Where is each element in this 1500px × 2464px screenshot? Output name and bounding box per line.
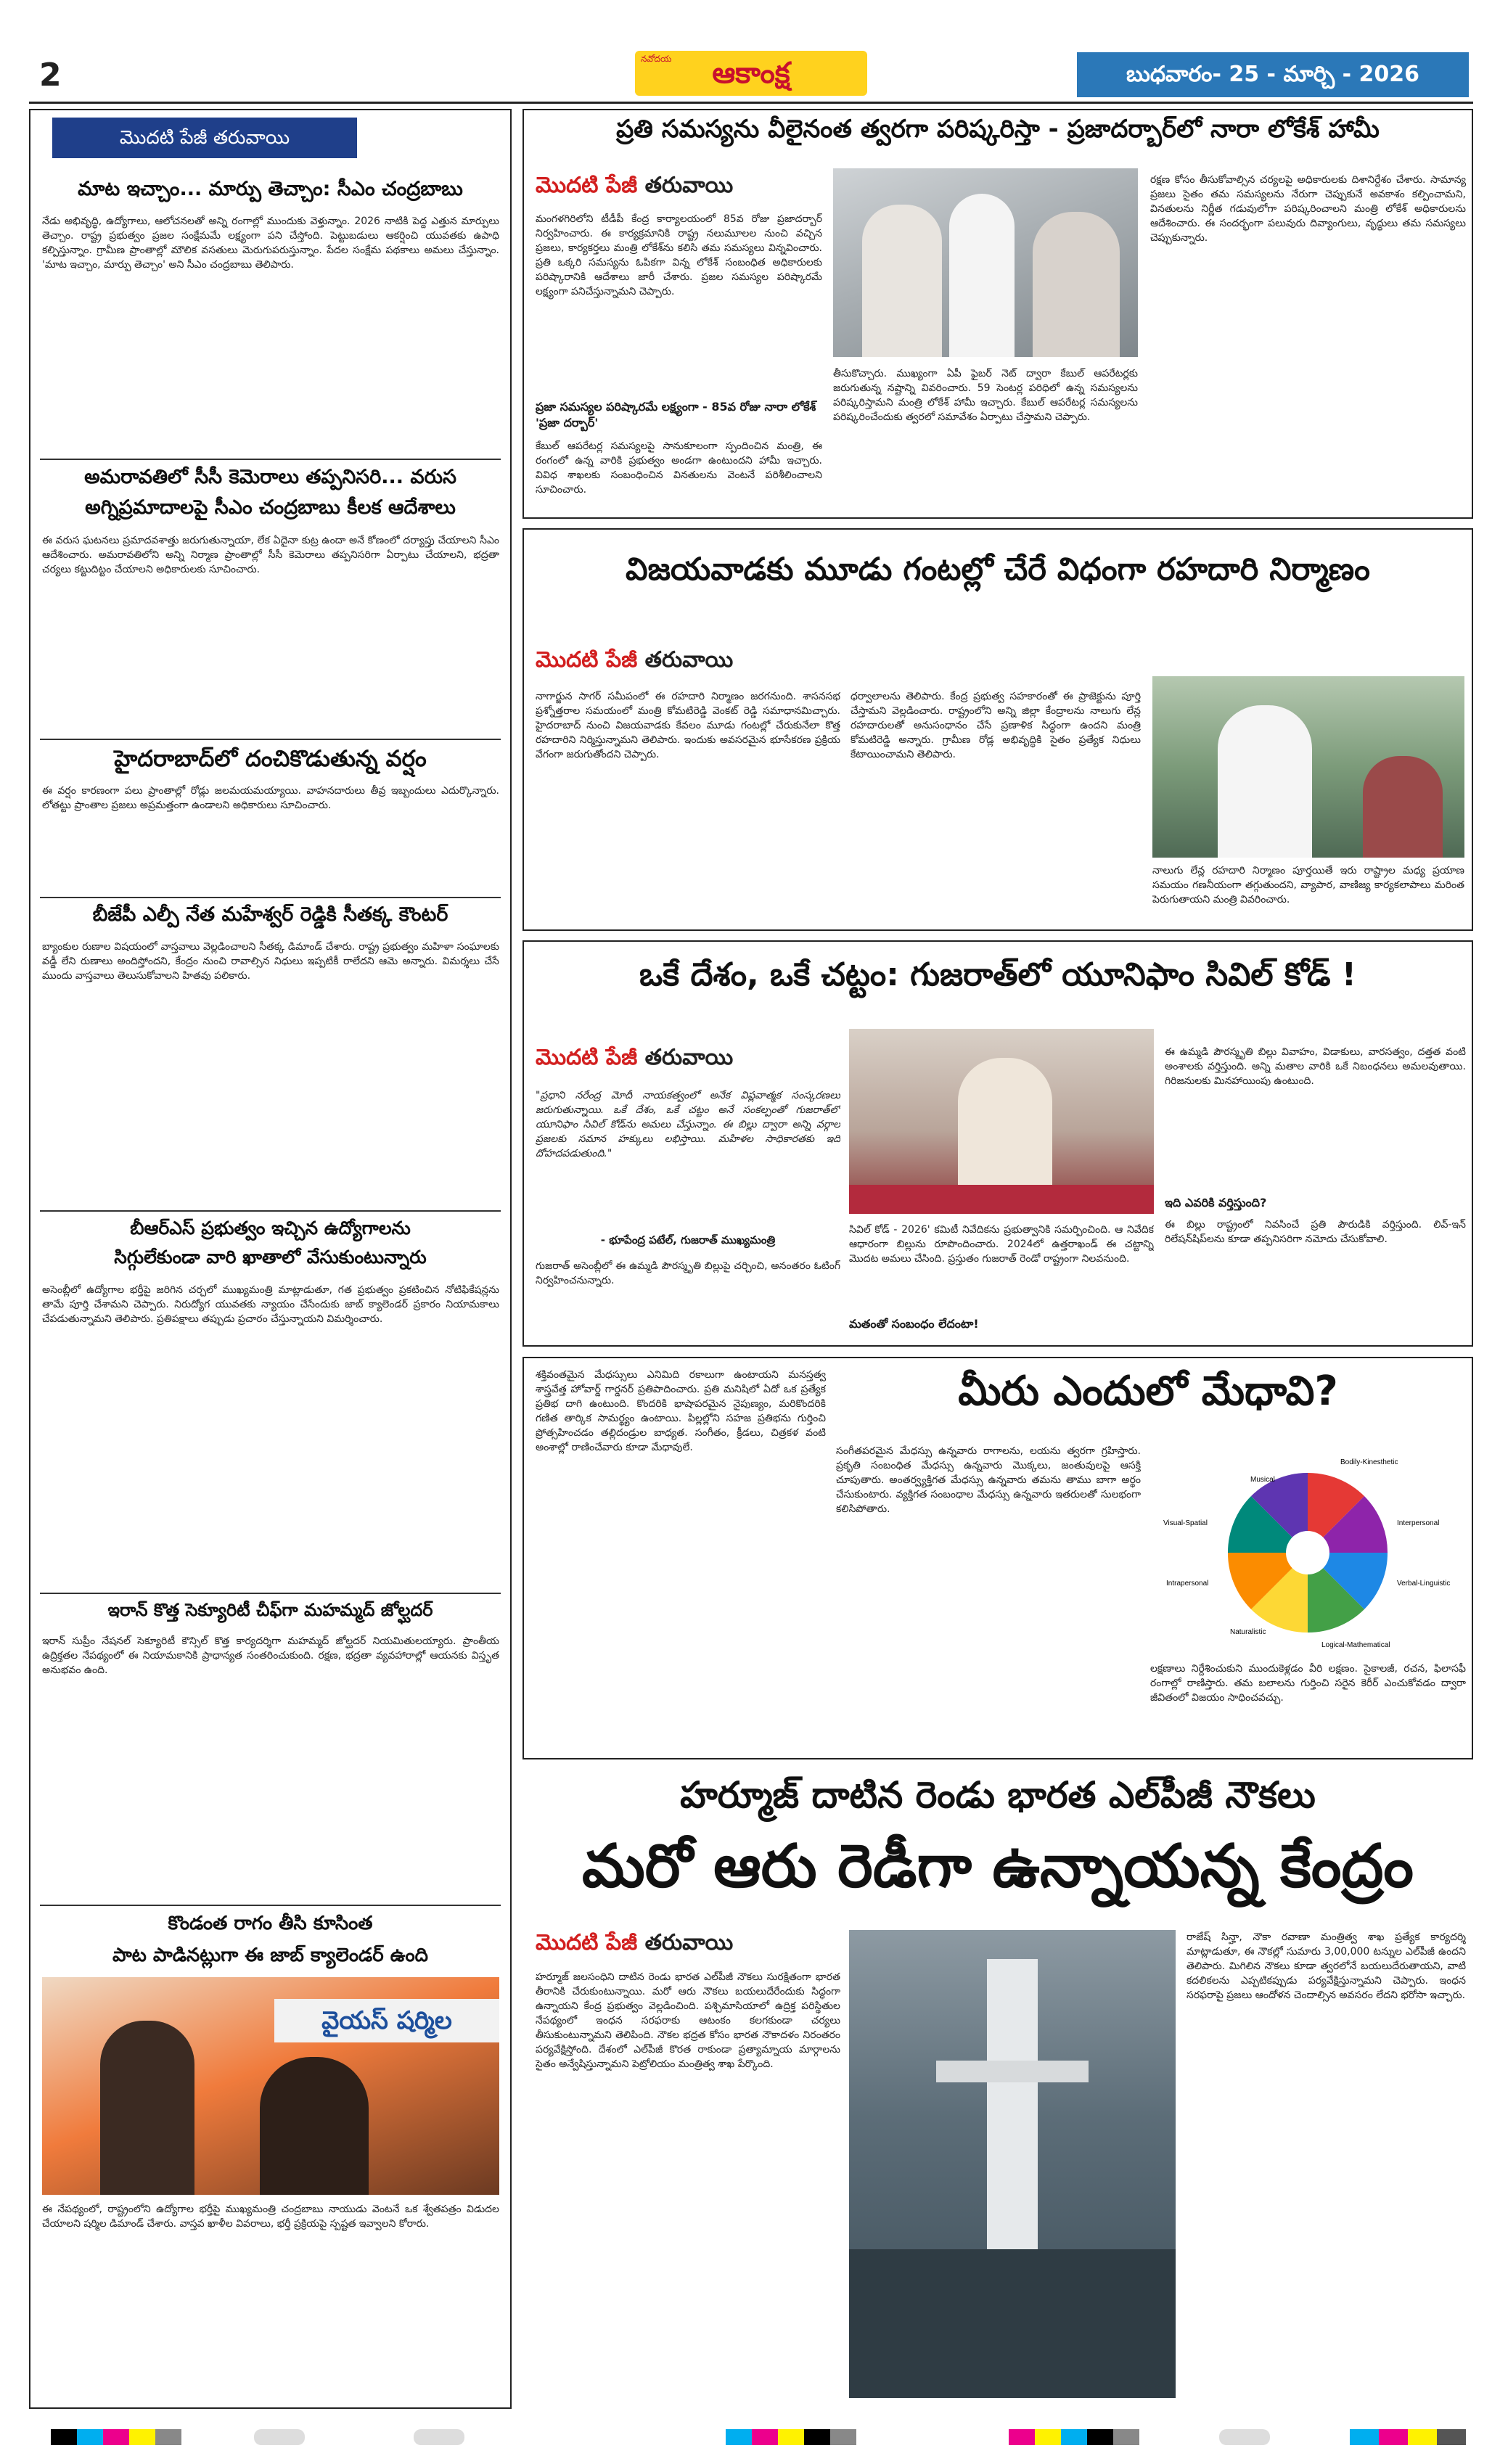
left-a4-body: బ్యాంకుల రుణాల విషయంలో వాస్తవాలు వెల్లడించాలని సీతక్క డిమాండ్ చేశారు. రాష్ట్ర ప్రభుత్వం మహిళా సంఘాలకు వడ్డీ లేని రుణాలు అందిస్తోందని, కేంద్రం నుంచి రావాల్సిన నిధులు ఇప్పటికీ రాలేదని ఆమె అన్నారు. విమర్శలు చేసే ముందు వాస్తవాలు తెలుసుకోవాలని హితవు పలికారు. xyxy=(42,941,499,982)
wheel-label: Visual-Spatial xyxy=(1163,1519,1208,1527)
s3-col2-subhead: మతంతో సంబంధం లేదంటా! xyxy=(849,1317,979,1331)
left-a7-body: ఈ నేపథ్యంలో, రాష్ట్రంలోని ఉద్యోగాల భర్తీపై ముఖ్యమంత్రి చంద్రబాబు నాయుడు వెంటనే ఒక శ్వేతపత్రం విడుదల చేయాలని షర్మిల డిమాండ్ చేశారు. వాస్తవ ఖాళీల వివరాలు, భర్తీ ప్రక్రియపై స్పష్టత ఇవ్వాలని కోరారు. xyxy=(42,2204,499,2230)
left-a4-headline[interactable]: బీజేపీ ఎల్పీ నేత మహేశ్వర్ రెడ్డికి సీతక్క కౌంటర్ xyxy=(92,903,448,926)
s3-continued-tag: మొదటి పేజీ తరువాయి xyxy=(536,1045,734,1070)
left-divider xyxy=(40,897,501,898)
s3-col3: ఈ ఉమ్మడి పౌరస్మృతి బిల్లు వివాహం, విడాకులు, వారసత్వం, దత్తత వంటి అంశాలకు వర్తిస్తుంది. అన్ని మతాల వారికి ఒకే నిబంధనలు అమలవుతాయి. గిరిజనులకు మినహాయింపు ఉంటుంది. xyxy=(1165,1046,1466,1087)
wheel-graphic xyxy=(1150,1444,1466,1654)
s5-col1: హర్మూజ్ జలసంధిని దాటిన రెండు భారత ఎల్‌పీజీ నౌకలు సురక్షితంగా భారత తీరానికి చేరుకుంటున్నాయి. మరో ఆరు నౌకలు బయలుదేరేందుకు సిద్ధంగా ఉన్నాయని కేంద్ర ప్రభుత్వం వెల్లడించింది. పశ్చిమాసియాలో ఉద్రిక్త పరిస్థితుల నేపథ్యంలో ఇంధన సరఫరాకు ఆటంకం కలగకుండా చర్యలు తీసుకుంటున్నామని తెలిపింది. నౌకల భద్రత కోసం భారత నౌకాదళం నిరంతరం పర్యవేక్షిస్తోంది. దేశంలో ఎల్‌పీజీ కొరత రాకుండా ప్రత్యామ్నాయ మార్గాలను సైతం అన్వేషిస్తున్నామని పెట్రోలియం మంత్రిత్వ శాఖ పేర్కొంది. xyxy=(536,1971,840,2070)
logo-small-text: నవోదయ xyxy=(641,54,672,64)
s3-col2: సివిల్ కోడ్ - 2026' కమిటీ నివేదికను ప్రభుత్వానికి సమర్పించింది. ఆ నివేదిక ఆధారంగా బిల్లును రూపొందించారు. 2024లో ఉత్తరాఖండ్ ఈ చట్టాన్ని మొదట అమలు చేసింది. ప్రస్తుతం గుజరాత్ రెండో రాష్ట్రంగా నిలవనుంది. xyxy=(849,1224,1154,1265)
s1-col3: రక్షణ కోసం తీసుకోవాల్సిన చర్యలపై అధికారులకు దిశానిర్దేశం చేశారు. సామాన్య ప్రజలు సైతం తమ సమస్యలను నేరుగా చెప్పుకునే అవకాశం కల్పించామని, వినతులను నిర్ణీత గడువులోగా పరిష్కరించాలని మంత్రి లోకేశ్ అధికారులను ఆదేశించారు. ఈ సందర్భంగా పలువురు దివ్యాంగులు, వృద్ధులు తమ సమస్యలు చెప్పుకున్నారు. xyxy=(1150,174,1466,244)
s1-col1b: కేబుల్ ఆపరేటర్ల సమస్యలపై సానుకూలంగా స్పందించిన మంత్రి, ఈ రంగంలో ఉన్న వారికి ప్రభుత్వం అండగా ఉంటుందని హామీ ఇచ్చారు. వివిధ శాఖలకు సంబంధించిన వినతులను వెంటనే పరిశీలించాలని సూచించారు. xyxy=(536,440,822,496)
left-a3-body: ఈ వర్షం కారణంగా పలు ప్రాంతాల్లో రోడ్లు జలమయమయ్యాయి. వాహనదారులు తీవ్ర ఇబ్బందులు ఎదుర్కొన్నారు. లోతట్టు ప్రాంతాల ప్రజలు అప్రమత్తంగా ఉండాలని అధికారులు సూచించారు. xyxy=(42,785,499,811)
s3-headline[interactable]: ఒకే దేశం, ఒకే చట్టం: గుజరాత్‌లో యూనిఫాం సివిల్ కోడ్ ! xyxy=(639,956,1356,993)
sharmila-photo xyxy=(42,1977,499,2195)
photo-banner: వైయస్ షర్మిల xyxy=(274,1999,499,2042)
lpg-ship-photo xyxy=(849,1930,1176,2398)
left-a7-headline-1[interactable]: కొండంత రాగం తీసి కూసింత xyxy=(168,1913,373,1934)
wheel-label: Intrapersonal xyxy=(1166,1580,1209,1588)
wheel-label: Interpersonal xyxy=(1397,1519,1440,1527)
left-a2-body: ఈ వరుస ఘటనలు ప్రమాదవశాత్తు జరుగుతున్నాయా, లేక ఏదైనా కుట్ర ఉందా అనే కోణంలో దర్యాప్తు చేయాలని సీఎం ఆదేశించారు. అమరావతిలోని అన్ని నిర్మాణ ప్రాంతాల్లో సీసీ కెమెరాలు తప్పనిసరిగా ఏర్పాటు చేయాలని, భద్రతా చర్యలు కట్టుదిట్టం చేయాలని అధికారులకు సూచించారు. xyxy=(42,535,499,575)
s1-col2: తీసుకొచ్చారు. ముఖ్యంగా ఏపీ ఫైబర్ నెట్ ద్వారా కేబుల్ ఆపరేటర్లకు జరుగుతున్న నష్టాన్ని వివరించారు. 59 సెంటర్ల పరిధిలో ఉన్న సమస్యలను పరిష్కరిస్తామని మంత్రి లోకేశ్ హామీ ఇచ్చారు. కేబుల్ ఆపరేటర్ల సమస్యలను పరిష్కరించేందుకు త్వరలో సమావేశం ఏర్పాటు చేస్తామని చెప్పారు. xyxy=(833,368,1138,423)
s2-col2: ధర్వాలాలను తెలిపారు. కేంద్ర ప్రభుత్వ సహకారంతో ఈ ప్రాజెక్టును పూర్తి చేస్తామని వెల్లడించారు. రాష్ట్రంలోని అన్ని జిల్లా కేంద్రాలను నాలుగు లేన్ల రహదారులతో అనుసంధానం చేసే ప్రణాళిక సిద్ధంగా ఉందని మంత్రి కోమటిరెడ్డి అన్నారు. గ్రామీణ రోడ్ల అభివృద్ధికి సైతం ప్రత్యేక నిధులు కేటాయించామని తెలిపారు. xyxy=(851,691,1141,760)
wheel-label: Verbal-Linguistic xyxy=(1397,1580,1451,1588)
print-color-strip xyxy=(1350,2429,1466,2445)
s4-col2: సంగీతపరమైన మేధస్సు ఉన్నవారు రాగాలను, లయను త్వరగా గ్రహిస్తారు. ప్రకృతి సంబంధిత మేధస్సు ఉన్నవారు మొక్కలు, జంతువులపై ఆసక్తి చూపుతారు. అంతర్వ్యక్తిగత మేధస్సు ఉన్నవారు తమను తాము బాగా అర్థం చేసుకుంటారు. వ్యక్తిగత సంబంధాల మేధస్సు ఉన్నవారు ఇతరులతో సులభంగా కలిసిపోతారు. xyxy=(836,1445,1141,1515)
print-register-mark xyxy=(414,2429,464,2445)
flower-decor xyxy=(849,1185,1154,1214)
person-silhouette xyxy=(260,2057,369,2195)
minister-assembly-photo xyxy=(1152,676,1464,858)
s5-col3: రాజేష్ సిన్హా, నౌకా రవాణా మంత్రిత్వ శాఖ ప్రత్యేక కార్యదర్శి మాట్లాడుతూ, ఈ నౌకల్లో సుమారు 3,00,000 టన్నుల ఎల్‌పీజీ ఉందని తెలిపారు. మిగిలిన నౌకలు కూడా త్వరలోనే బయలుదేరుతాయని, వాటి కదలికలను ఎప్పటికప్పుడు పర్యవేక్షిస్తున్నామని చెప్పారు. ఇంధన సరఫరాపై ప్రజలు ఆందోళన చెందాల్సిన అవసరం లేదని భరోసా ఇచ్చారు. xyxy=(1187,1931,1466,2001)
print-color-strip xyxy=(51,2429,181,2445)
left-a5-headline-1[interactable]: బీఆర్ఎస్ ప్రభుత్వం ఇచ్చిన ఉద్యోగాలను xyxy=(130,1217,411,1239)
s4-headline[interactable]: మీరు ఎందులో మేధావి? xyxy=(958,1368,1338,1415)
left-divider xyxy=(40,1905,501,1906)
left-a6-body: ఇరాన్ సుప్రీం నేషనల్ సెక్యూరిటీ కౌన్సిల్ కొత్త కార్యదర్శిగా మహమ్మద్ జోల్ఘదర్ నియమితులయ్యారు. ప్రాంతీయ ఉద్రిక్తతల నేపథ్యంలో ఈ నియామకానికి ప్రాధాన్యత సంతరించుకుంది. రక్షణ, భద్రతా వ్యవహారాల్లో ఆయనకు విస్తృత అనుభవం ఉంది. xyxy=(42,1635,499,1676)
left-divider xyxy=(40,739,501,740)
left-a5-body: అసెంబ్లీలో ఉద్యోగాల భర్తీపై జరిగిన చర్చలో ముఖ్యమంత్రి మాట్లాడుతూ, గత ప్రభుత్వం ప్రకటించిన నోటిఫికేషన్లను తామే పూర్తి చేశామని చెప్పారు. నిరుద్యోగ యువతకు న్యాయం చేసేందుకు జాబ్ క్యాలెండర్ ప్రకారం నియామకాలు చేపడుతున్నామని తెలిపారు. ప్రతిపక్షాలు తప్పుడు ప్రచారం చేస్తున్నాయని విమర్శించారు. xyxy=(42,1284,499,1325)
header-rule xyxy=(29,102,1473,104)
s3-signature: - భూపేంద్ర పటేల్, గుజరాత్ ముఖ్యమంత్రి xyxy=(600,1233,776,1247)
s1-continued-tag: మొదటి పేజీ తరువాయి xyxy=(536,173,734,198)
print-register-mark xyxy=(254,2429,305,2445)
person-silhouette xyxy=(1033,212,1120,357)
page-number: 2 xyxy=(39,57,62,94)
left-a6-headline[interactable]: ఇరాన్ కొత్త సెక్యూరిటీ చీఫ్‌గా మహమ్మద్ జోల్ఘదర్ xyxy=(107,1600,433,1620)
s3-col3b: ఈ బిల్లు రాష్ట్రంలో నివసించే ప్రతి పౌరుడికి వర్తిస్తుంది. లివ్-ఇన్ రిలేషన్‌షిప్‌లను కూడా తప్పనిసరిగా నమోదు చేసుకోవాలి. xyxy=(1165,1219,1466,1245)
person-silhouette xyxy=(100,2021,194,2195)
s2-continued-tag: మొదటి పేజీ తరువాయి xyxy=(536,647,734,673)
left-a1-body: నేడు అభివృద్ధి, ఉద్యోగాలు, ఆలోచనలతో అన్ని రంగాల్లో ముందుకు వెళ్తున్నాం. 2026 నాటికి పెద్ద ఎత్తున మార్పులు తెచ్చాం. రాష్ట్ర ప్రభుత్వం ప్రజల సంక్షేమమే లక్ష్యంగా పని చేస్తోంది. పెట్టుబడులు ఆకర్షించి యువతకు ఉపాధి కల్పిస్తున్నాం. గ్రామీణ ప్రాంతాల్లో మౌలిక వసతులు మెరుగుపరుస్తున్నాం. పేదల సంక్షేమ పథకాలు అమలు చేస్తున్నాం. 'మాట ఇచ్చాం, మార్పు తెచ్చాం' అని సీఎం చంద్రబాబు తెలిపారు. xyxy=(42,215,499,271)
s3-col1b: గుజరాత్ అసెంబ్లీలో ఈ ఉమ్మడి పౌరస్మృతి బిల్లుపై చర్చించి, అనంతరం ఓటింగ్ నిర్వహించనున్నారు. xyxy=(536,1260,840,1286)
s1-subhead: ప్రజా సమస్యల పరిష్కారమే లక్ష్యంగా - 85వ రోజు నారా లోకేశ్ 'ప్రజా దర్బార్' xyxy=(536,400,816,430)
s4-col1: శక్తివంతమైన మేధస్సులు ఎనిమిది రకాలుగా ఉంటాయని మనస్తత్వ శాస్త్రవేత్త హోవార్డ్ గార్డనర్ ప్రతిపాదించారు. ప్రతి మనిషిలో ఏదో ఒక ప్రత్యేక ప్రతిభ దాగి ఉంటుంది. కొందరికి భాషాపరమైన నైపుణ్యం, మరికొందరికి గణిత తార్కిక సామర్థ్యం ఉంటాయి. పిల్లల్లోని సహజ ప్రతిభను గుర్తించి ప్రోత్సహించడం తల్లిదండ్రుల బాధ్యత. సంగీతం, క్రీడలు, చిత్రకళ వంటి అంశాల్లో రాణించేవారు కూడా మేధావులే. xyxy=(536,1369,826,1453)
left-a1-headline[interactable]: మాట ఇచ్చాం... మార్పు తెచ్చాం: సీఎం చంద్రబాబు xyxy=(78,178,463,200)
person-silhouette xyxy=(1218,705,1312,858)
ship-deck xyxy=(936,2061,1089,2082)
s2-col3: నాలుగు లేన్ల రహదారి నిర్మాణం పూర్తయితే ఇరు రాష్ట్రాల మధ్య ప్రయాణ సమయం గణనీయంగా తగ్గుతుందని, వ్యాపార, వాణిజ్య కార్యకలాపాలు మరింత పెరుగుతాయని మంత్రి వివరించారు. xyxy=(1152,865,1464,905)
newspaper-logo[interactable] xyxy=(635,51,867,96)
wheel-label: Bodily-Kinesthetic xyxy=(1340,1458,1398,1466)
ship-mast xyxy=(987,1959,1038,2249)
date-bar: బుధవారం- 25 - మార్చి - 2026 xyxy=(1077,52,1469,97)
left-a3-headline[interactable]: హైదరాబాద్‌లో దంచికొడుతున్న వర్షం xyxy=(114,746,427,772)
left-divider xyxy=(40,459,501,460)
left-divider xyxy=(40,1210,501,1212)
print-color-strip xyxy=(726,2429,856,2445)
person-silhouette xyxy=(1363,756,1443,858)
left-divider xyxy=(40,1593,501,1594)
intelligence-wheel xyxy=(1150,1444,1466,1654)
print-color-strip xyxy=(1009,2429,1139,2445)
wheel-label: Logical-Mathematical xyxy=(1321,1641,1390,1649)
wheel-label: Naturalistic xyxy=(1230,1628,1266,1636)
lokesh-photo xyxy=(833,168,1138,357)
s2-headline[interactable]: విజయవాడకు మూడు గంటల్లో చేరే విధంగా రహదారి నిర్మాణం xyxy=(626,551,1370,588)
s5-continued-tag: మొదటి పేజీ తరువాయి xyxy=(536,1930,734,1955)
bhupendra-patel-photo xyxy=(849,1029,1154,1214)
s3-quote: "ప్రధాని నరేంద్ర మోదీ నాయకత్వంలో అనేక విప్లవాత్మక సంస్కరణలు జరుగుతున్నాయి. ఒకే దేశం, ఒకే చట్టం అనే సంకల్పంతో గుజరాత్‌లో యూనిఫాం సివిల్ కోడ్‌ను అమలు చేస్తున్నాం. ఈ బిల్లు ద్వారా అన్ని వర్గాల ప్రజలకు సమాన హక్కులు లభిస్తాయి. మహిళల సాధికారతకు ఇది దోహదపడుతుంది." xyxy=(536,1090,840,1159)
s2-col1: నాగార్జున సాగర్ సమీపంలో ఈ రహదారి నిర్మాణం జరగనుంది. శాసనసభ ప్రశ్నోత్తరాల సమయంలో మంత్రి కోమటిరెడ్డి వెంకట్ రెడ్డి సమాధానమిచ్చారు. హైదరాబాద్ నుంచి విజయవాడకు కేవలం మూడు గంటల్లో చేరుకునేలా కొత్త రహదారిని నిర్మిస్తున్నామని తెలిపారు. ఇందుకు అవసరమైన భూసేకరణ ప్రక్రియ వేగంగా జరుగుతోందని చెప్పారు. xyxy=(536,691,840,760)
s4-col3: లక్షణాలు నిర్దేశించుకుని ముందుకెళ్లడం వీరి లక్షణం. సైకాలజీ, రచన, ఫిలాసఫీ రంగాల్లో రాణిస్తారు. తమ బలాలను గుర్తించి సరైన కెరీర్ ఎంచుకోవడం ద్వారా జీవితంలో విజయం సాధించవచ్చు. xyxy=(1150,1663,1466,1704)
left-continued-tag: మొదటి పేజీ తరువాయి xyxy=(52,118,357,158)
s3-col3-subhead: ఇది ఎవరికి వర్తిస్తుంది? xyxy=(1165,1196,1267,1210)
person-silhouette xyxy=(949,194,1015,357)
sea-water xyxy=(849,2249,1176,2398)
wheel-label: Musical xyxy=(1250,1476,1275,1484)
left-a7-headline-2[interactable]: పాట పాడినట్లుగా ఈ జాబ్ క్యాలెండర్ ఉంది xyxy=(112,1944,428,1966)
s5-headline-1[interactable]: హర్మూజ్ దాటిన రెండు భారత ఎల్‌పీజీ నౌకలు xyxy=(680,1774,1316,1816)
left-a2-headline-1[interactable]: అమరావతిలో సీసీ కెమెరాలు తప్పనిసరి... వరుస xyxy=(84,466,456,488)
left-a5-headline-2[interactable]: సిగ్గులేకుండా వారి ఖాతాలో వేసుకుంటున్నారు xyxy=(114,1247,427,1268)
print-register-mark xyxy=(1219,2429,1270,2445)
logo-text: ఆకాంక్ష xyxy=(712,57,790,90)
left-a2-headline-2[interactable]: అగ్నిప్రమాదాలపై సీఎం చంద్రబాబు కీలక ఆదేశాలు xyxy=(85,496,456,519)
s1-col1: మంగళగిరిలోని టీడీపీ కేంద్ర కార్యాలయంలో 85వ రోజు ప్రజాదర్బార్ నిర్వహించారు. ఈ కార్యక్రమానికి రాష్ట్ర నలుమూలల నుంచి వచ్చిన ప్రజలు, కార్యకర్తలు మంత్రి లోకేశ్‌ను కలిసి తమ సమస్యలు విన్నవించారు. ప్రతి ఒక్కరి సమస్యను ఓపికగా విన్న లోకేశ్ సంబంధిత అధికారులకు పరిష్కారానికి ఆదేశాలు జారీ చేశారు. ప్రజల సమస్యల పరిష్కారమే లక్ష్యంగా పనిచేస్తున్నామని చెప్పారు. xyxy=(536,213,822,297)
s1-headline[interactable]: ప్రతి సమస్యను వీలైనంత త్వరగా పరిష్కరిస్తా - ప్రజాదర్బార్‌లో నారా లోకేశ్ హామీ xyxy=(616,115,1380,144)
wheel-center xyxy=(1286,1531,1329,1574)
person-silhouette xyxy=(862,205,942,357)
s5-headline-2[interactable]: మరో ఆరు రెడీగా ఉన్నాయన్న కేంద్రం xyxy=(582,1832,1414,1901)
